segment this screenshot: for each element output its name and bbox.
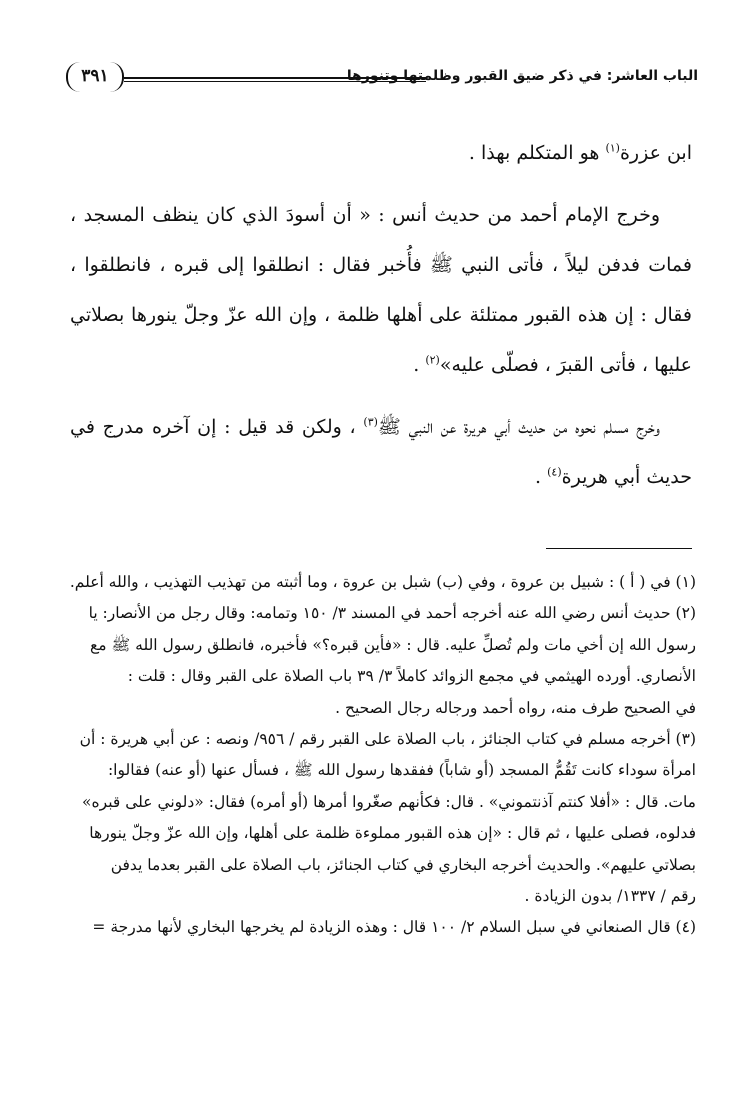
page-number: ٣٩١ [66,62,124,92]
paragraph-3: وخرج مسلم نحوه من حديث أبي هريرة عن النبي ﷺ$^{(٣)}$ ، ولكن قد قيل : إن آخره مدرج في حديث أبي هريرة$^{(٤)}$ . [70,415,692,488]
footnote-ref-3: (٣) [363,415,378,429]
footnote-4: (٤) قال الصنعاني في سبل السلام ٢/ ١٠٠ قال : وهذه الزيادة لم يخرجها البخاري لأنها مدرجة = [92,918,696,937]
paragraph-2: وخرج الإمام أحمد من حديث أنس : « أن أسودَ الذي كان ينظف المسجد ، فمات فدفن ليلاً ، فأتى النبي ﷺ فأُخبر فقال : انطلقوا إلى قبره ، فانطلقوا ، فقال : إن هذه القبور ممتلئة على أهلها ظلمة ، وإن الله عزّ وجلّ ينورها بصلاتي عليها ، فأتى القبرَ ، فصلّى عليه»$^{(٢)}$ . [70,204,692,376]
footnote-2: (٢) حديث أنس رضي الله عنه أخرجه أحمد في المسند ٣/ ١٥٠ وتمامه: وقال رجل من الأنصار: يا رسول الله إن أخي مات ولم تُصلِّ عليه. قال : «فأين قبره؟» فأخبره، فانطلق رسول الله ﷺ مع الأنصاري. أورده الهيثمي في مجمع الزوائد كاملاً ٣/ ٣٩ باب الصلاة على القبر وقال : قلت : في الصحيح طرف منه، رواه أحمد ورجاله رجال الصحيح . [88,604,696,717]
footnote-separator [546,548,692,549]
footnote-ref-2: (٢) [425,353,440,367]
header-rule [124,77,426,82]
page-header [66,56,698,96]
footnote-3: (٣) أخرجه مسلم في كتاب الجنائز ، باب الصلاة على القبر رقم / ٩٥٦/ ونصه : عن أبي هريرة : أن امرأة سوداء كانت تَقُمُّ المسجد (أو شاباً) ففقدها رسول الله ﷺ ، فسأل عنها (أو عنه) فقالوا: مات. قال : «أفلا كنتم آذنتموني» . قال: فكأنهم صغّروا أمرها (أو أمره) فقال: «دلوني على قبره» فدلوه، فصلى عليها ، ثم قال : «إن هذه القبور مملوءة ظلمة على أهلها، وإن الله عزّ وجلّ ينورها بصلاتي عليهم». والحديث أخرجه البخاري في كتاب الجنائز، باب الصلاة على القبر بعدما يدفن رقم / ١٣٣٧/ بدون الزيادة . [79,730,696,906]
chapter-title: الباب العاشر: في ذكر ضيق القبور وظلمتها وتنورها [346,68,698,84]
footnote-ref-1: (١) [605,141,620,155]
footnotes [70,567,696,944]
footnote-1: (١) في ( أ ) : شبيل بن عروة ، وفي (ب) شبل بن عروة ، وما أثبته من تهذيب التهذيب ، والله أعلم. [69,573,696,591]
main-text [70,128,692,502]
footnote-ref-4: (٤) [547,465,562,479]
paragraph-1: ابن عزرة$^{(١)}$ هو المتكلم بهذا . [468,141,692,164]
